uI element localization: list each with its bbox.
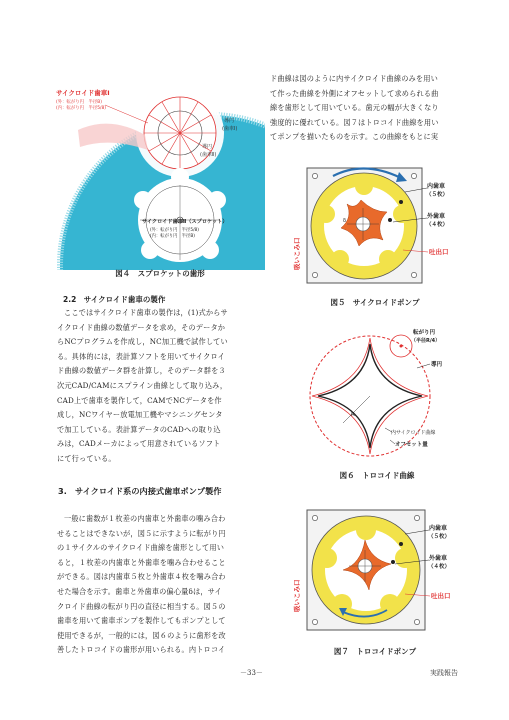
fig5-outer-count: （４枚） (426, 222, 449, 228)
rt-line: 強度的に優れている。図７はトロコイド曲線を用い (270, 117, 439, 127)
page-number: －33－ (240, 669, 263, 677)
fig7-outlet: 吐出口 (431, 592, 451, 600)
fig7-inner-label: 内歯車 (429, 525, 448, 532)
s22-line: 成し，NCワイヤー放電加工機やマシニングセンタ (57, 410, 223, 420)
s3-line: クロイド曲線の転がり円の直径に相当する。図５の (57, 601, 226, 611)
fig4-title-sub2: (内：転がり円 半径5/8) (56, 106, 107, 111)
fig4-pitch2-sub: (歯車Ⅱ) (200, 152, 217, 158)
fig6-offset: オフセット量 (395, 442, 428, 448)
rt-line: 線を歯形として用いている。歯元の幅が大きくなり (270, 103, 439, 113)
footer-label: 実践報告 (430, 669, 458, 677)
rt-line: ド曲線は図のように内サイクロイド曲線のみを用い (270, 74, 438, 83)
fig6-inner-curve: 内サイクロイド曲線 (391, 430, 436, 436)
s22-line: にて行っている。 (57, 453, 116, 463)
cycloid-gear-1 (144, 97, 216, 169)
fig7-inlet: 吸いこみ口 (293, 579, 301, 612)
fig5-inner-label: 内歯車 (427, 183, 446, 190)
s22-line: 次元CAD/CAMにスプライン曲線として取り込み， (57, 380, 228, 390)
fig5-inlet: 吸いこみ口 (293, 237, 301, 270)
section-3-body (57, 512, 260, 658)
figure-7-diagram (283, 500, 468, 640)
fig6-roll-label: 転がり円 (413, 330, 436, 336)
figure-4-caption: 図４ スプロケットの歯形 (115, 269, 205, 278)
s22-line: る。具体的には，表計算ソフトを用いてサイクロイ (57, 351, 225, 361)
fig7-inner-count: （５枚） (428, 534, 451, 540)
fig5-outer-label: 外歯車 (427, 213, 446, 220)
s22-line: ここではサイクロイド歯車の製作は，(1)式からサ (64, 308, 228, 317)
right-top-paragraph (270, 72, 478, 145)
s3-line: 一般に歯数が１枚差の内歯車と外歯車の噛み合わ (64, 514, 226, 523)
fig7-outer-count: （４枚） (428, 564, 451, 570)
fig4-pitch1-sub: (歯車Ⅰ) (222, 126, 238, 132)
fig4-gear2-sub2: (内：転がり円 半径B) (150, 234, 195, 239)
s22-line: らNCプログラムを作成し，NC加工機で試作してい (57, 337, 228, 347)
fig4-pitch1-label: 導円 (224, 118, 235, 124)
figure-6-diagram (295, 320, 470, 462)
fig4-title-sub1: (外：転がり円 半径B) (56, 100, 102, 105)
s22-line: CAD上で歯車を製作して，CAMでNCデータを作 (57, 395, 222, 405)
s3-line: 歯車を用いて歯車ポンプを製作してもポンプとして (57, 616, 226, 626)
s3-line: ができる。図は内歯車５枚と外歯車４枚を噛み合わ (57, 572, 226, 582)
fig4-gear2-title: サイクロイド歯車Ⅱ（スプロケット） (142, 219, 228, 225)
figure-6 (295, 320, 470, 462)
fig4-pitch2-label: 導円 (202, 144, 213, 150)
figure-5-diagram (283, 162, 468, 290)
figure-7-caption: 図７ トロコイドポンプ (333, 647, 417, 656)
fig7-outer-label: 外歯車 (429, 555, 448, 562)
s3-line: の１サイクルのサイクロイド曲線を歯形として用い (57, 543, 225, 553)
fig5-inner-count: （５枚） (426, 192, 449, 198)
fig5-outlet: 吐出口 (429, 248, 449, 256)
s22-line: ド曲線の数値データ群を計算し，そのデータ群を３ (57, 366, 226, 376)
fig4-title: サイクロイド歯車Ⅰ (56, 89, 110, 97)
section-2-2-body (57, 306, 260, 467)
section-3-heading: 3. サイクロイド系の内接式歯車ポンプ製作 (58, 486, 222, 496)
figure-4 (50, 75, 265, 270)
s3-line: 善したトロコイドの歯形が用いられる。内トロコイ (57, 645, 226, 655)
fig5-delta: δ (343, 218, 347, 224)
fig6-pitch-label: 導円 (431, 362, 443, 368)
figure-6-caption: 図６ トロコイド曲線 (339, 471, 415, 480)
s22-line: みは，CADメーカによって用意されているソフト (57, 439, 221, 449)
fig4-gear2-sub1: (外：転がり円 半径5/8) (150, 228, 199, 233)
rt-line: てポンプを描いたものを示す。この曲線をもとに実 (270, 132, 439, 142)
figure-5 (283, 162, 468, 290)
fig6-roll-sub: （半径R/4） (411, 338, 441, 344)
s3-line: ると，１枚差の内歯車と外歯車を噛み合わせること (57, 557, 226, 567)
s3-line: 使用できるが，一般的には，図６のように歯形を改 (57, 630, 226, 640)
s22-line: イクロイド曲線の数値データを求め，そのデータか (57, 322, 226, 332)
s3-line: せることはできないが，図５に示すように転がり円 (57, 528, 226, 538)
rt-line: て作った曲線を外側にオフセットして求められる曲 (270, 88, 439, 98)
figure-4-diagram (50, 75, 265, 270)
figure-7 (283, 500, 468, 640)
fig6-r: R (351, 412, 355, 418)
section-2-2-heading: 2.2 サイクロイド歯車の製作 (63, 295, 166, 304)
s22-line: で加工している。表計算データのCADへの取り込 (57, 424, 221, 434)
s3-line: せた場合を示す。歯車と外歯車の偏心量δは，サイ (57, 586, 222, 596)
figure-5-caption: 図５ サイクロイドポンプ (330, 298, 420, 307)
